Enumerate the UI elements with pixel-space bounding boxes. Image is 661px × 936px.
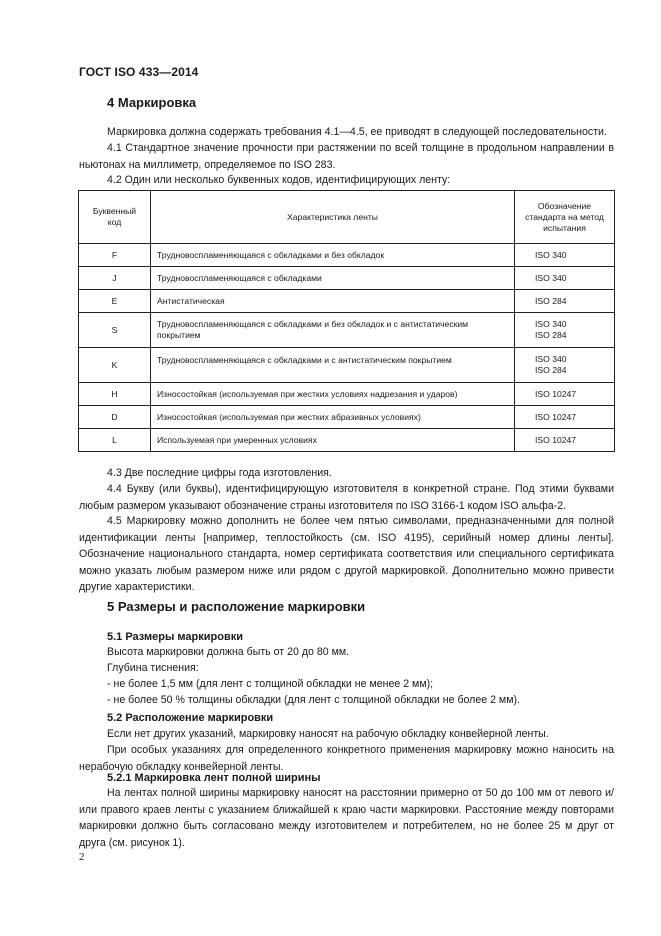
cell-characteristic: Трудновоспламеняющаяся с обкладками и без обкладок (151, 244, 515, 267)
cell-characteristic: Трудновоспламеняющаяся с обкладками и с антистатическим покрытием (151, 348, 515, 383)
cell-standard: ISO 10247 (515, 406, 615, 429)
paragraph-5-2-1: На лентах полной ширины маркировку наносят на расстоянии примерно от 50 до 100 мм от левого и/или правого краев ленты с указанием ближайшей к краю части маркировки. Расстояние между повторами маркировки должно быть согласовано между изготовителем и потребителем, но не более 25 м друг от друга (см. рисунок 1). (79, 787, 614, 849)
column-header-standard: Обозначение стандарта на метод испытания (515, 191, 615, 244)
cell-characteristic: Износостойкая (используемая при жестких условиях надрезания и ударов) (151, 383, 515, 406)
paragraph-4-5: 4.5 Маркировку можно дополнить не более чем пятью символами, предназначенными для полной идентификации ленты [например, теплостойкость (см. ISO 4195), серийный номер длины ленты]. Обозначение национального стандарта, номер сертификата соответствия или специального сертификата можно указать любым размером ниже или рядом с другой маркировкой. Дополнительно можно привести другие характеристики. (79, 515, 614, 593)
paragraph-4-3: 4.3 Две последние цифры года изготовления. (107, 467, 332, 479)
list-item: - не более 50 % толщины обкладки (для лент с толщиной обкладки не более 2 мм). (107, 694, 520, 706)
paragraph-4-4: 4.4 Букву (или буквы), идентифицирующую изготовителя в конкретной стране. Под этими буквами любым размером указывают обозначение страны изготовителя по ISO 3166-1 кодом ISO альфа-2. (79, 483, 614, 512)
cell-standard: ISO 340 (515, 244, 615, 267)
column-header-code: Буквенный код (79, 191, 151, 244)
table-row (79, 244, 615, 267)
cell-characteristic: Трудновоспламеняющаяся с обкладками и без обкладок и с антистатическим покрытием (151, 313, 515, 348)
cell-characteristic: Трудновоспламеняющаяся с обкладками (151, 267, 515, 290)
table-row (79, 290, 615, 313)
cell-standard: ISO 340 ISO 284 (515, 348, 615, 383)
column-header-characteristic: Характеристика ленты (151, 191, 515, 244)
paragraph-4-1: 4.1 Стандартное значение прочности при растяжении по всей толщине в продольном направлении в ньютонах на миллиметр, определяемое по ISO 283. (79, 142, 614, 171)
cell-code: F (79, 244, 151, 267)
cell-code: E (79, 290, 151, 313)
table-row (79, 267, 615, 290)
subsection-5-1-title: 5.1 Размеры маркировки (107, 631, 243, 643)
subsection-5-2-1-title: 5.2.1 Маркировка лент полной ширины (107, 772, 321, 784)
page-number: 2 (79, 851, 85, 863)
table-header-row (79, 191, 615, 244)
table-row (79, 313, 615, 348)
section-5-title: 5 Размеры и расположение маркировки (107, 599, 366, 614)
cell-code: H (79, 383, 151, 406)
cell-characteristic: Износостойкая (используемая при жестких абразивных условиях) (151, 406, 515, 429)
cell-code: L (79, 429, 151, 452)
belt-code-table (78, 190, 615, 452)
table-row (79, 429, 615, 452)
document-header: ГОСТ ISO 433—2014 (79, 65, 199, 79)
cell-code: D (79, 406, 151, 429)
subsection-5-2-title: 5.2 Расположение маркировки (107, 712, 274, 724)
cell-standard: ISO 340 ISO 284 (515, 313, 615, 348)
cell-characteristic: Антистатическая (151, 290, 515, 313)
cell-code: S (79, 313, 151, 348)
cell-code: K (79, 348, 151, 383)
paragraph-4-2: 4.2 Один или несколько буквенных кодов, идентифицирующих ленту: (107, 174, 451, 186)
cell-standard: ISO 10247 (515, 429, 615, 452)
paragraph-5-1-depth: Глубина тиснения: (107, 662, 199, 674)
cell-standard: ISO 10247 (515, 383, 615, 406)
cell-standard: ISO 340 (515, 267, 615, 290)
cell-standard: ISO 284 (515, 290, 615, 313)
table-row (79, 383, 615, 406)
cell-characteristic: Используемая при умеренных условиях (151, 429, 515, 452)
table-row (79, 406, 615, 429)
section-4-title: 4 Маркировка (107, 95, 197, 110)
paragraph-5-2-special: При особых указаниях для определенного конкретного применения маркировку можно наносить на нерабочую обкладку конвейерной ленты. (79, 744, 614, 773)
cell-code: J (79, 267, 151, 290)
paragraph-5-1-height: Высота маркировки должна быть от 20 до 80 мм. (107, 646, 350, 658)
list-item: - не более 1,5 мм (для лент с толщиной обкладки не менее 2 мм); (107, 678, 434, 690)
table-row (79, 348, 615, 383)
paragraph-5-2-default: Если нет других указаний, маркировку наносят на рабочую обкладку конвейерной ленты. (107, 728, 549, 740)
section-4-intro: Маркировка должна содержать требования 4.1—4.5, ее приводят в следующей последовательности. (107, 126, 607, 138)
